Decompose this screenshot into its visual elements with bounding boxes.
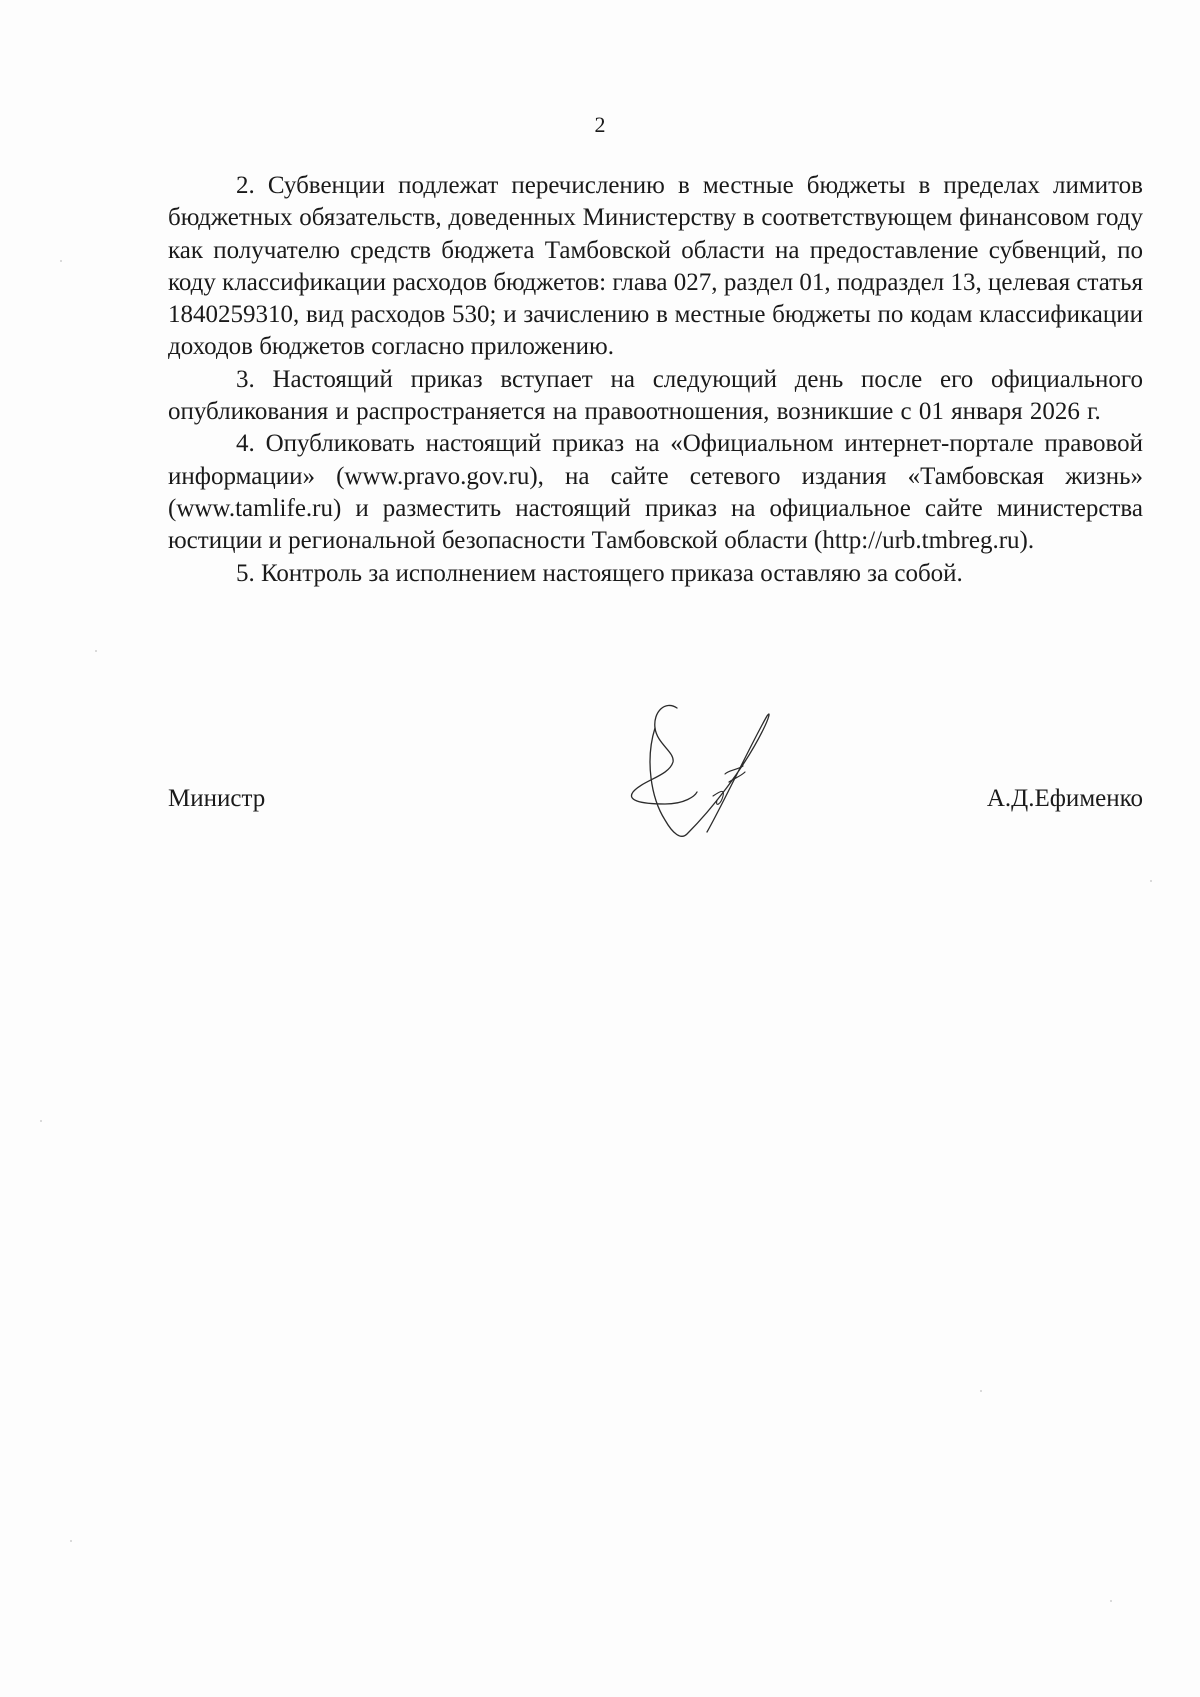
handwritten-signature [625,700,805,850]
paragraph-effective-date: 3. Настоящий приказ вступает на следующий день после его официального опубликования и распространяется на правоотношения, возникшие с 01 января 2026 г. [168,365,1143,426]
signatory-position: Министр [168,785,266,812]
document-body [168,170,1143,590]
paragraph-subventions: 2. Субвенции подлежат перечислению в местные бюджеты в пределах лимитов бюджетных обязательств, доведенных Министерству в соответствующем финансовом году как получателю средств бюджета Тамбовской области на предоставление субвенций, по коду классификации расходов бюджетов: глава 027, раздел 01, подраздел 13, целевая статья 1840259310, вид расходов 530; и зачислению в местные бюджеты по кодам классификации доходов бюджетов согласно приложению. [168,172,1143,361]
signatory-name: А.Д.Ефименко [986,785,1143,812]
paragraph-control: 5. Контроль за исполнением настоящего приказа оставляю за собой. [236,559,963,587]
page-number: 2 [594,112,606,137]
paragraph-publication: 4. Опубликовать настоящий приказ на «Официальном интернет-портале правовой информации» (www.pravo.gov.ru), на сайте сетевого издания «Тамбовская жизнь» (www.tamlife.ru) и разместить настоящий приказ на официальное сайте министерства юстиции и региональной безопасности Тамбовской области (http://urb.tmbreg.ru). [168,430,1143,555]
